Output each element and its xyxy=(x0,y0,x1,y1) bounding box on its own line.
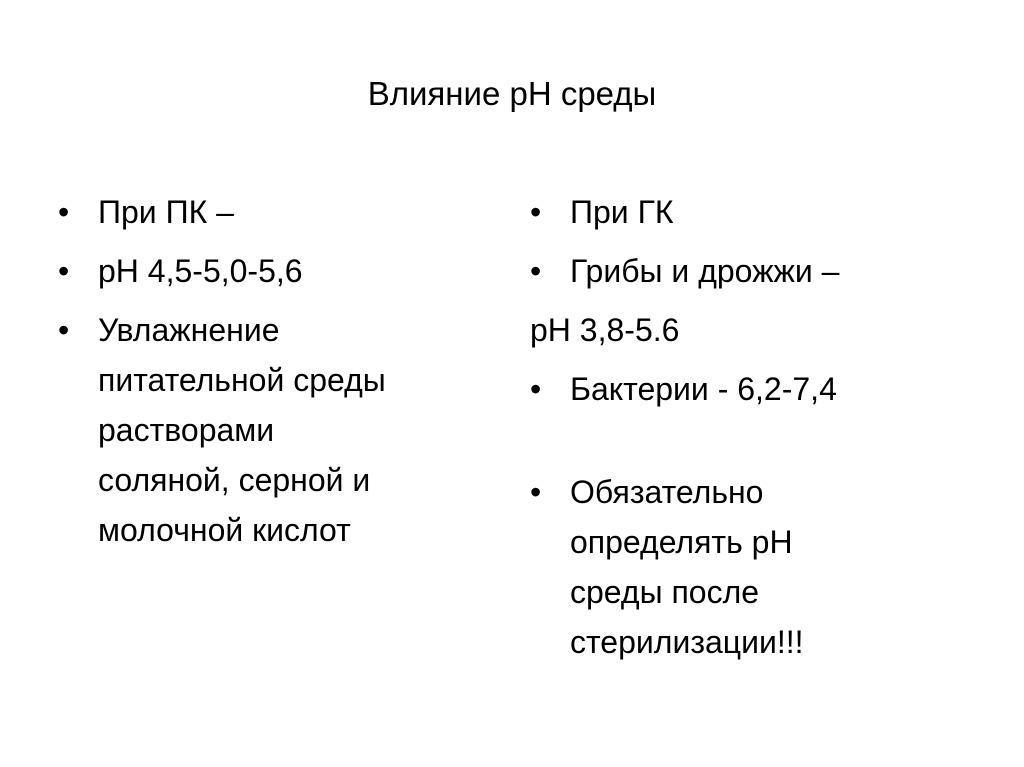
bullet-icon: • xyxy=(530,253,542,289)
right-column xyxy=(530,187,970,676)
slide-title: Влияние рН среды xyxy=(367,75,657,112)
bullet-icon: • xyxy=(58,312,70,348)
left-column xyxy=(58,187,478,564)
list-item-text: Грибы и дрожжи – xyxy=(570,253,840,289)
list-item xyxy=(58,305,478,555)
list-item-text: При ГК xyxy=(570,194,674,230)
list-item-text: рН 4,5-5,0-5,6 xyxy=(98,253,303,289)
bullet-icon: • xyxy=(530,194,542,230)
bullet-icon: • xyxy=(58,194,70,230)
bullet-icon: • xyxy=(530,474,542,510)
bullet-icon: • xyxy=(58,253,70,289)
spacer xyxy=(530,423,970,467)
list-item xyxy=(530,187,970,237)
list-item xyxy=(530,467,970,667)
list-item xyxy=(530,246,970,296)
list-item-text: рН 3,8-5.6 xyxy=(530,312,680,348)
list-item xyxy=(530,364,970,414)
list-item-continuation xyxy=(530,305,970,355)
list-item-text: Обязательно определять рН среды после стерилизации!!! xyxy=(570,474,804,660)
list-item-text: Увлажнение питательной среды растворами соляной, серной и молочной кислот xyxy=(98,312,386,548)
list-item-text: Бактерии - 6,2-7,4 xyxy=(570,371,837,407)
list-item xyxy=(58,187,478,237)
list-item xyxy=(58,246,478,296)
bullet-icon: • xyxy=(530,371,542,407)
list-item-text: При ПК – xyxy=(98,194,234,230)
